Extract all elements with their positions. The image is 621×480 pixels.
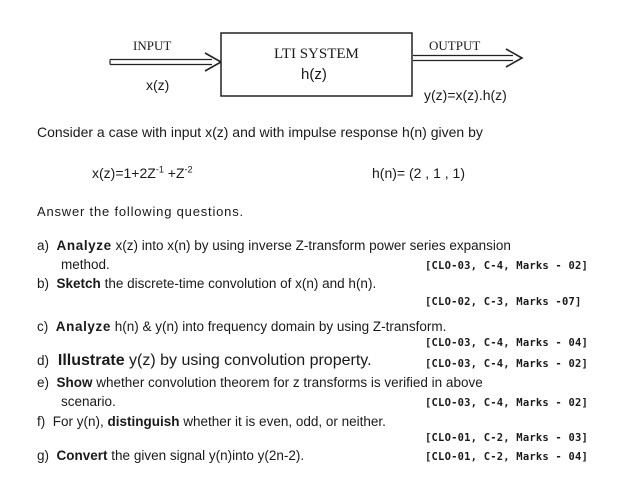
- impulse-response-equation: h(n)= (2 , 1 , 1): [372, 165, 465, 181]
- question-text: whether it is even, odd, or neither.: [179, 414, 386, 429]
- intro-text: Consider a case with input x(z) and with impulse response h(n) given by: [37, 124, 483, 140]
- question-e: [37, 375, 483, 390]
- question-verb: distinguish: [107, 414, 180, 429]
- question-marker: b): [37, 276, 50, 291]
- input-equation: [92, 165, 193, 181]
- question-d-clo: [CLO-03, C-4, Marks - 02]: [425, 358, 589, 370]
- question-marker: c): [37, 319, 49, 334]
- output-label: OUTPUT: [429, 38, 481, 53]
- question-text: h(n) & y(n) into frequency domain by using Z-transform.: [111, 319, 447, 334]
- question-verb: Convert: [56, 448, 108, 463]
- question-verb: Analyze: [55, 319, 111, 334]
- question-verb: Analyze: [56, 238, 112, 253]
- question-g: [37, 448, 304, 463]
- lti-system-box: [221, 33, 412, 96]
- question-text: the discrete-time convolution of x(n) and h(n).: [100, 276, 377, 291]
- question-text: the given signal y(n)into y(2n-2).: [107, 448, 305, 463]
- question-e-clo: [CLO-03, C-4, Marks - 02]: [425, 397, 589, 409]
- question-verb: Illustrate: [57, 352, 125, 369]
- question-marker: g): [37, 448, 50, 463]
- question-text: whether convolution theorem for z transforms is verified in above: [92, 375, 483, 390]
- question-d: [37, 352, 372, 370]
- question-text: x(z) into x(n) by using inverse Z-transform power series expansion: [111, 238, 511, 253]
- input-arrow: [110, 53, 221, 71]
- question-text: y(z) by using convolution property.: [124, 352, 372, 369]
- question-b-clo: [CLO-02, C-3, Marks -07]: [425, 296, 582, 308]
- question-a: [37, 238, 511, 253]
- eq-x-base: x(z)=1+2Z: [92, 165, 156, 181]
- eq-x-exp2: -2: [184, 164, 193, 175]
- answer-prompt: Answer the following questions.: [37, 204, 244, 219]
- eq-x-exp1: -1: [155, 164, 164, 175]
- question-pre: For y(n),: [52, 414, 108, 429]
- question-verb: Show: [56, 375, 93, 390]
- question-marker: e): [37, 375, 50, 390]
- question-c: [37, 319, 446, 334]
- system-title: LTI SYSTEM: [274, 46, 359, 62]
- question-e-continued: scenario.: [61, 394, 116, 409]
- question-a-continued: method.: [61, 257, 110, 272]
- question-marker: a): [37, 238, 50, 253]
- question-f-clo: [CLO-01, C-2, Marks - 03]: [425, 432, 589, 444]
- question-verb: Sketch: [56, 276, 101, 291]
- system-transfer-function: h(z): [301, 66, 327, 83]
- eq-x-mid: +Z: [163, 165, 185, 181]
- question-f: [37, 414, 386, 429]
- question-g-clo: [CLO-01, C-2, Marks - 04]: [425, 451, 589, 463]
- question-a-clo: [CLO-03, C-4, Marks - 02]: [425, 260, 589, 272]
- question-c-clo: [CLO-03, C-4, Marks - 04]: [425, 337, 589, 349]
- question-b: [37, 276, 376, 291]
- input-signal-label: x(z): [146, 77, 170, 93]
- input-label: INPUT: [133, 38, 172, 53]
- output-signal-label: y(z)=x(z).h(z): [424, 87, 507, 103]
- question-marker: d): [37, 353, 50, 368]
- question-marker: f): [37, 414, 46, 429]
